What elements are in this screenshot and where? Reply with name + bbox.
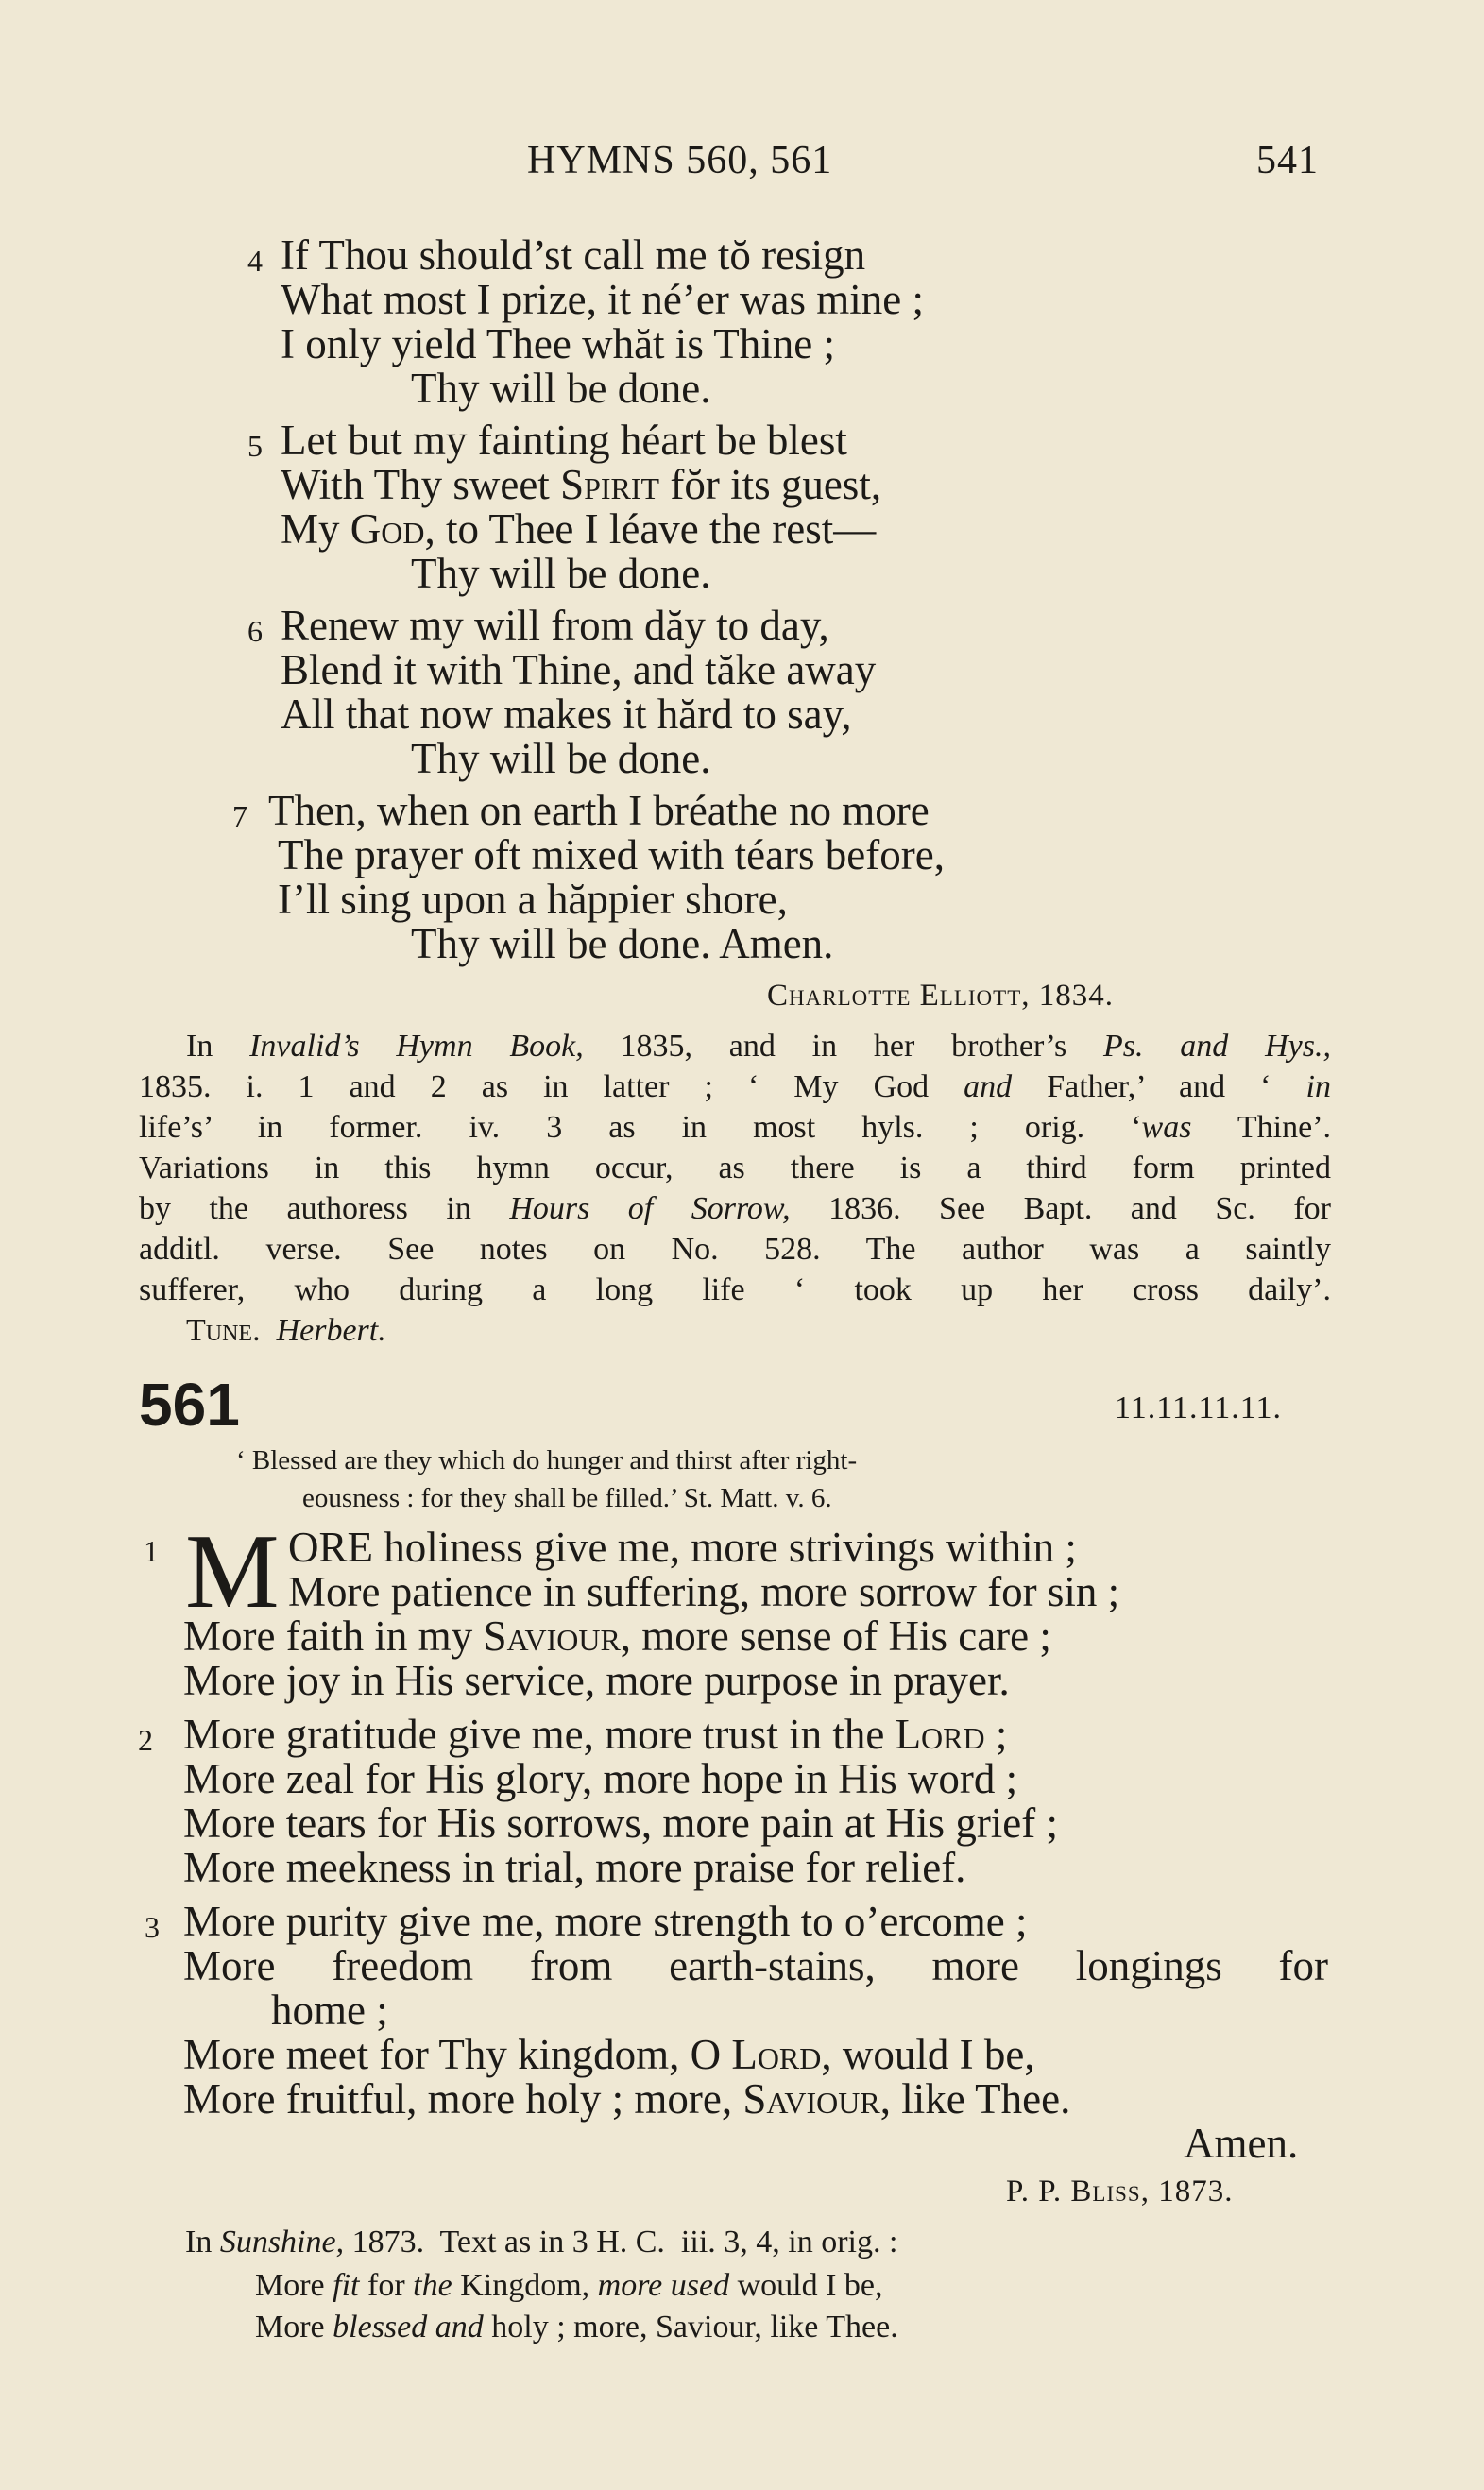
verse-line: More faith in my Saviour, more sense of His care ; xyxy=(183,1612,1051,1660)
stanza-number: 7 xyxy=(232,799,247,833)
stanza-number: 3 xyxy=(145,1910,160,1944)
verse-line: More meekness in trial, more praise for relief. xyxy=(183,1844,966,1891)
verse-line: All that now makes it hărd to say, xyxy=(281,691,852,738)
note-line: More fit for the Kingdom, more used would I be, xyxy=(255,2268,883,2303)
stanza-number: 5 xyxy=(247,429,263,463)
verse-line: The prayer oft mixed with téars before, xyxy=(278,831,945,878)
author-attribution: Charlotte Elliott, 1834. xyxy=(767,979,1115,1013)
verse-line: Thy will be done. xyxy=(411,550,711,597)
verse-line: Thy will be done. xyxy=(411,365,711,412)
verse-line: I only yield Thee whăt is Thine ; xyxy=(281,320,835,367)
stanza-number: 4 xyxy=(247,244,263,278)
verse-line: More zeal for His glory, more hope in His word ; xyxy=(183,1755,1018,1802)
epigraph-line: ‘ Blessed are they which do hunger and thirst after right- xyxy=(236,1445,858,1475)
verse-line: Blend it with Thine, and tăke away xyxy=(281,646,877,693)
tune-line: Tune. Herbert. xyxy=(186,1313,386,1348)
stanza-number: 1 xyxy=(144,1534,159,1568)
verse-line: Amen. xyxy=(1184,2120,1299,2167)
note-line: Variations in this hymn occur, as there is a third form printed xyxy=(139,1151,1331,1185)
hymn-meter: 11.11.11.11. xyxy=(1115,1390,1282,1425)
verse-line: Thy will be done. Amen. xyxy=(411,920,834,967)
drop-cap: M xyxy=(185,1513,280,1630)
note-line: life’s’ in former. iv. 3 as in most hyls. ; orig. ‘was Thine’. xyxy=(139,1110,1332,1145)
verse-line: Renew my will from dăy to day, xyxy=(281,602,829,649)
author-attribution: P. P. Bliss, 1873. xyxy=(1006,2174,1234,2209)
stanza-number: 6 xyxy=(247,614,263,648)
verse-line: Let but my fainting héart be blest xyxy=(281,417,847,464)
stanza-number: 2 xyxy=(138,1723,153,1757)
epigraph-line: eousness : for they shall be filled.’ St. Matt. v. 6. xyxy=(302,1483,832,1513)
verse-line: More gratitude give me, more trust in the Lord ; xyxy=(183,1711,1008,1758)
note-line: In Sunshine, 1873. Text as in 3 H. C. iii. 3, 4, in orig. : xyxy=(185,2225,898,2260)
verse-line: More patience in suffering, more sorrow for sin ; xyxy=(288,1568,1120,1615)
verse-line: More fruitful, more holy ; more, Saviour, like Thee. xyxy=(183,2075,1071,2123)
note-line: sufferer, who during a long life ‘ took up her cross daily’. xyxy=(139,1272,1331,1307)
verse-line: Thy will be done. xyxy=(411,735,711,782)
verse-line: More tears for His sorrows, more pain at His grief ; xyxy=(183,1799,1059,1847)
hymn-number: 561 xyxy=(139,1371,240,1439)
verse-line: More purity give me, more strength to o’ercome ; xyxy=(183,1898,1028,1945)
verse-line: home ; xyxy=(271,1987,388,2034)
verse-line: If Thou should’st call me tŏ resign xyxy=(281,231,866,279)
note-line: In Invalid’s Hymn Book, 1835, and in her brother’s Ps. and Hys., xyxy=(186,1029,1331,1064)
verse-line: What most I prize, it né’er was mine ; xyxy=(281,276,925,323)
running-header-title: HYMNS 560, 561 xyxy=(527,139,833,182)
verse-line: More joy in His service, more purpose in prayer. xyxy=(183,1657,1010,1704)
page-number: 541 xyxy=(1256,139,1319,182)
verse-line: ORE holiness give me, more strivings within ; xyxy=(288,1524,1077,1571)
verse-line: I’ll sing upon a hăppier shore, xyxy=(278,876,788,923)
note-line: More blessed and holy ; more, Saviour, like Thee. xyxy=(255,2310,898,2345)
verse-line: More freedom from earth-stains, more longings for xyxy=(183,1942,1328,1989)
note-line: by the authoress in Hours of Sorrow, 1836. See Bapt. and Sc. for xyxy=(139,1191,1331,1226)
note-line: additl. verse. See notes on No. 528. The author was a saintly xyxy=(139,1232,1331,1267)
verse-line: Then, when on earth I bréathe no more xyxy=(268,787,930,834)
verse-line: With Thy sweet Spirit fŏr its guest, xyxy=(281,461,882,508)
verse-line: More meet for Thy kingdom, O Lord, would I be, xyxy=(183,2031,1035,2078)
verse-line: My God, to Thee I léave the rest— xyxy=(281,505,877,553)
note-line: 1835. i. 1 and 2 as in latter ; ‘ My God and Father,’ and ‘ in xyxy=(139,1069,1331,1104)
